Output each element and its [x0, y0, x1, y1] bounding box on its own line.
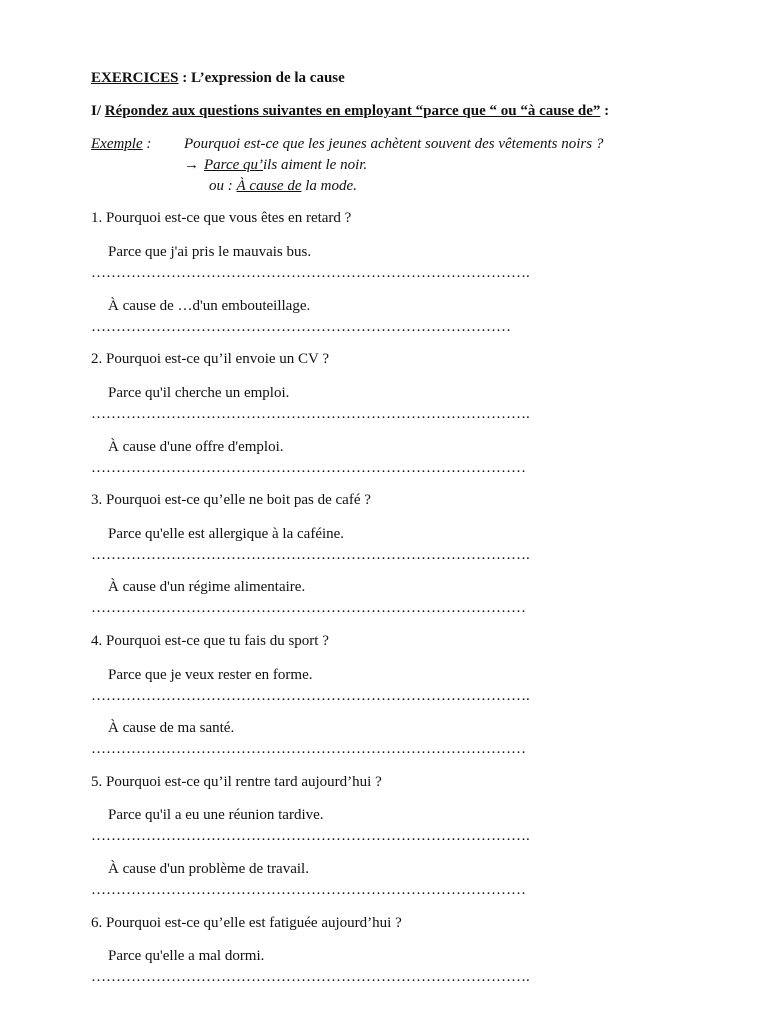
question-4-answer-parce-que: Parce que je veux rester en forme. [108, 667, 313, 683]
question-3: 3. Pourquoi est-ce qu’elle ne boit pas de café ? [91, 492, 371, 508]
question-2-dotted-line-1: ……………………………………………………………………………. [91, 406, 530, 422]
example-answer1-underlined: Parce qu’ [204, 157, 264, 173]
example-label: Exemple [91, 136, 143, 152]
example-answer1-rest: ils aiment le noir. [263, 157, 368, 173]
example-answer-a-cause-de [209, 176, 357, 196]
question-2: 2. Pourquoi est-ce qu’il envoie un CV ? [91, 351, 330, 367]
question-5: 5. Pourquoi est-ce qu’il rentre tard aujourd’hui ? [91, 774, 382, 790]
question-3-dotted-line-1: ……………………………………………………………………………. [91, 547, 530, 563]
question-3-dotted-line-2: …………………………………………………………………………… [91, 600, 526, 616]
question-5-dotted-line-1: ……………………………………………………………………………. [91, 828, 530, 844]
worksheet-title [91, 68, 345, 88]
instruction-text: Répondez aux questions suivantes en employant “parce que “ ou “à cause de” [104, 103, 601, 119]
instruction-end: : [600, 103, 610, 119]
question-1-dotted-line-2: ………………………………………………………………………… [91, 319, 511, 335]
question-1-answer-a-cause-de: À cause de …d'un embouteillage. [108, 298, 311, 314]
question-1-answer-parce-que: Parce que j'ai pris le mauvais bus. [108, 244, 312, 260]
title-text: L’expression de la cause [191, 70, 345, 86]
title-label: EXERCICES [91, 70, 179, 86]
example-answer2-rest: la mode. [301, 178, 357, 194]
question-1: 1. Pourquoi est-ce que vous êtes en retard ? [91, 210, 352, 226]
question-6: 6. Pourquoi est-ce qu’elle est fatiguée aujourd’hui ? [91, 915, 402, 931]
instruction-number: I/ [91, 103, 105, 119]
question-6-dotted-line-1: ……………………………………………………………………………. [91, 969, 530, 985]
question-4-answer-a-cause-de: À cause de ma santé. [108, 720, 235, 736]
example-or-label: ou : [209, 178, 237, 194]
question-5-answer-a-cause-de: À cause d'un problème de travail. [108, 861, 309, 877]
example-answer2-underlined: À cause de [236, 178, 302, 194]
question-4-dotted-line-2: …………………………………………………………………………… [91, 741, 526, 757]
example-label-line [91, 134, 151, 154]
example-question: Pourquoi est-ce que les jeunes achètent souvent des vêtements noirs ? [184, 136, 604, 152]
example-answer-parce-que [184, 155, 367, 175]
question-6-answer-parce-que: Parce qu'elle a mal dormi. [108, 948, 265, 964]
question-5-dotted-line-2: …………………………………………………………………………… [91, 882, 526, 898]
question-2-dotted-line-2: …………………………………………………………………………… [91, 460, 526, 476]
question-3-answer-parce-que: Parce qu'elle est allergique à la caféine. [108, 526, 345, 542]
question-2-answer-a-cause-de: À cause d'une offre d'emploi. [108, 439, 284, 455]
question-5-answer-parce-que: Parce qu'il a eu une réunion tardive. [108, 807, 324, 823]
question-4: 4. Pourquoi est-ce que tu fais du sport ? [91, 633, 329, 649]
question-3-answer-a-cause-de: À cause d'un régime alimentaire. [108, 579, 306, 595]
instruction [91, 101, 609, 121]
question-4-dotted-line-1: ……………………………………………………………………………. [91, 688, 530, 704]
question-2-answer-parce-que: Parce qu'il cherche un emploi. [108, 385, 290, 401]
question-1-dotted-line-1: ……………………………………………………………………………. [91, 265, 530, 281]
title-separator: : [178, 70, 192, 86]
example-label-sep: : [142, 136, 152, 152]
arrow-icon: → [184, 157, 199, 173]
